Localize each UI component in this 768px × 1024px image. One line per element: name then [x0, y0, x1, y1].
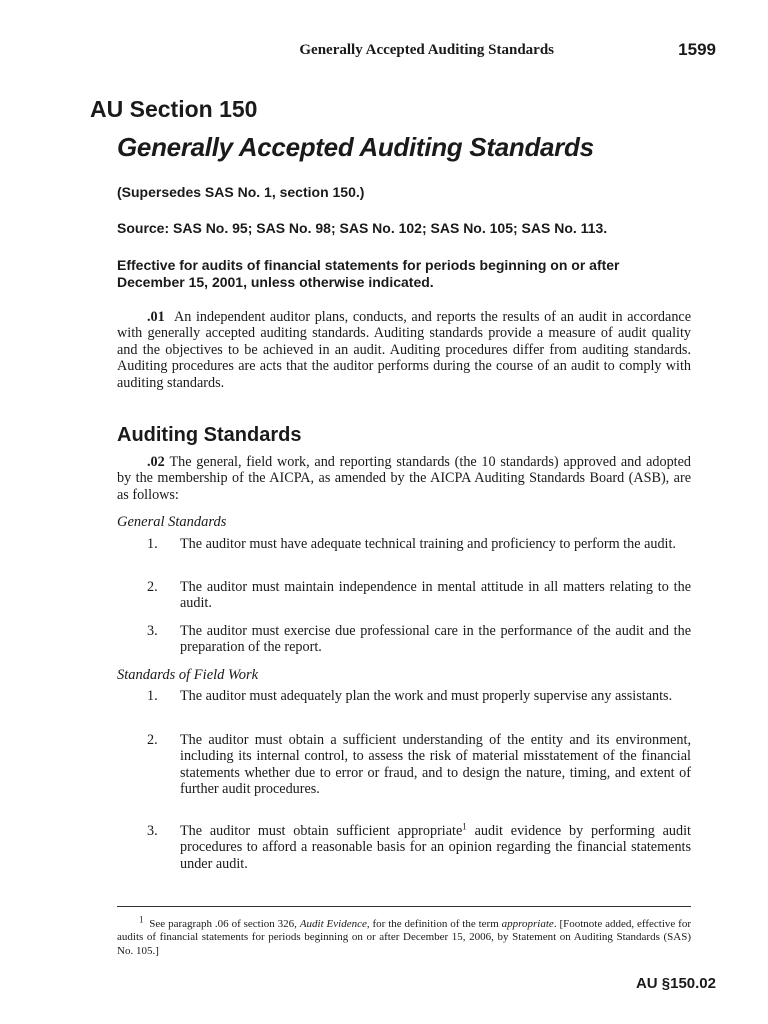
footnote-ref[interactable]: 1 [462, 821, 467, 832]
section-label: AU Section 150 [90, 96, 258, 122]
list-item-number: 1. [147, 536, 158, 552]
footer-section-ref: AU §150.02 [635, 975, 716, 992]
list-item-number: 3. [147, 623, 158, 639]
paragraph-01 [117, 309, 691, 391]
general-standards-heading: General Standards [117, 514, 227, 530]
paragraph-text: An independent auditor plans, conducts, and reports the results of an audit in accordance with generally accepted auditing standards. Auditing standards provide a measure of audit quality and the objectives to be achieved in an audit. Auditing procedures differ from auditing standards. Auditing procedures are acts that the auditor performs during the course of an audit to comply with auditing standards. [117, 309, 692, 391]
footnote-divider [117, 906, 691, 907]
list-item-number: 2. [147, 732, 158, 748]
running-title: Generally Accepted Auditing Standards [299, 42, 554, 58]
list-item-text-a: The auditor must obtain sufficient appropriate [180, 823, 463, 839]
list-item-text: The auditor must have adequate technical training and proficiency to perform the audit. [180, 536, 676, 552]
list-item [117, 732, 691, 798]
list-item-text: The auditor must maintain independence in mental attitude in all matters relating to the audit. [180, 579, 691, 612]
paragraph-text: The general, field work, and reporting standards (the 10 standards) approved and adopted by the membership of the AICPA, as amended by the AICPA Auditing Standards Board (ASB), are as follows: [117, 454, 691, 503]
page-number: 1599 [678, 40, 716, 59]
list-item-text [180, 823, 691, 872]
list-item [117, 579, 691, 612]
list-item-text: The auditor must adequately plan the work and must properly supervise any assistants. [180, 688, 673, 704]
auditing-standards-heading: Auditing Standards [117, 424, 302, 446]
paragraph-02 [117, 454, 691, 503]
field-work-heading: Standards of Field Work [117, 667, 259, 683]
footnote-text-c: . [Footnote added, effective for audits of financial statements for periods beginning on or after December 15, 2006, by Statement on Auditing Standards (SAS) No. 105.] [117, 918, 692, 957]
paragraph-number: .01 [147, 309, 165, 325]
footnote-number: 1 [139, 914, 144, 925]
footnote-text-a: See paragraph .06 of section 326, [149, 918, 300, 930]
list-item [117, 623, 691, 656]
footnote-term: appropriate [501, 918, 554, 930]
section-title: Generally Accepted Auditing Standards [117, 132, 594, 162]
source-note: Source: SAS No. 95; SAS No. 98; SAS No. 102; SAS No. 105; SAS No. 113. [117, 220, 608, 236]
footnote [117, 914, 692, 958]
list-item [117, 823, 691, 872]
list-item [117, 688, 691, 704]
supersedes-note: (Supersedes SAS No. 1, section 150.) [117, 184, 365, 200]
paragraph-number: .02 [147, 454, 165, 470]
list-item-number: 1. [147, 688, 158, 704]
list-item-text: The auditor must exercise due professional care in the performance of the audit and the preparation of the report. [180, 623, 691, 656]
footnote-ref-title: Audit Evidence [299, 918, 367, 930]
list-item-text: The auditor must obtain a sufficient understanding of the entity and its environment, including its internal control, to assess the risk of material misstatement of the financial statements whether due to error or fraud, and to design the nature, timing, and extent of further audit procedures. [180, 732, 691, 798]
list-item [117, 536, 691, 552]
footnote-text-b: , for the definition of the term [366, 918, 502, 930]
effective-note: Effective for audits of financial statements for periods beginning on or after December 15, 2001, unless otherwise indicated. [117, 257, 620, 290]
list-item-number: 2. [147, 579, 158, 595]
list-item-text-b: audit evidence by performing audit procedures to afford a reasonable basis for an opinion regarding the financial statements under audit. [180, 823, 691, 872]
list-item-number: 3. [147, 823, 158, 839]
